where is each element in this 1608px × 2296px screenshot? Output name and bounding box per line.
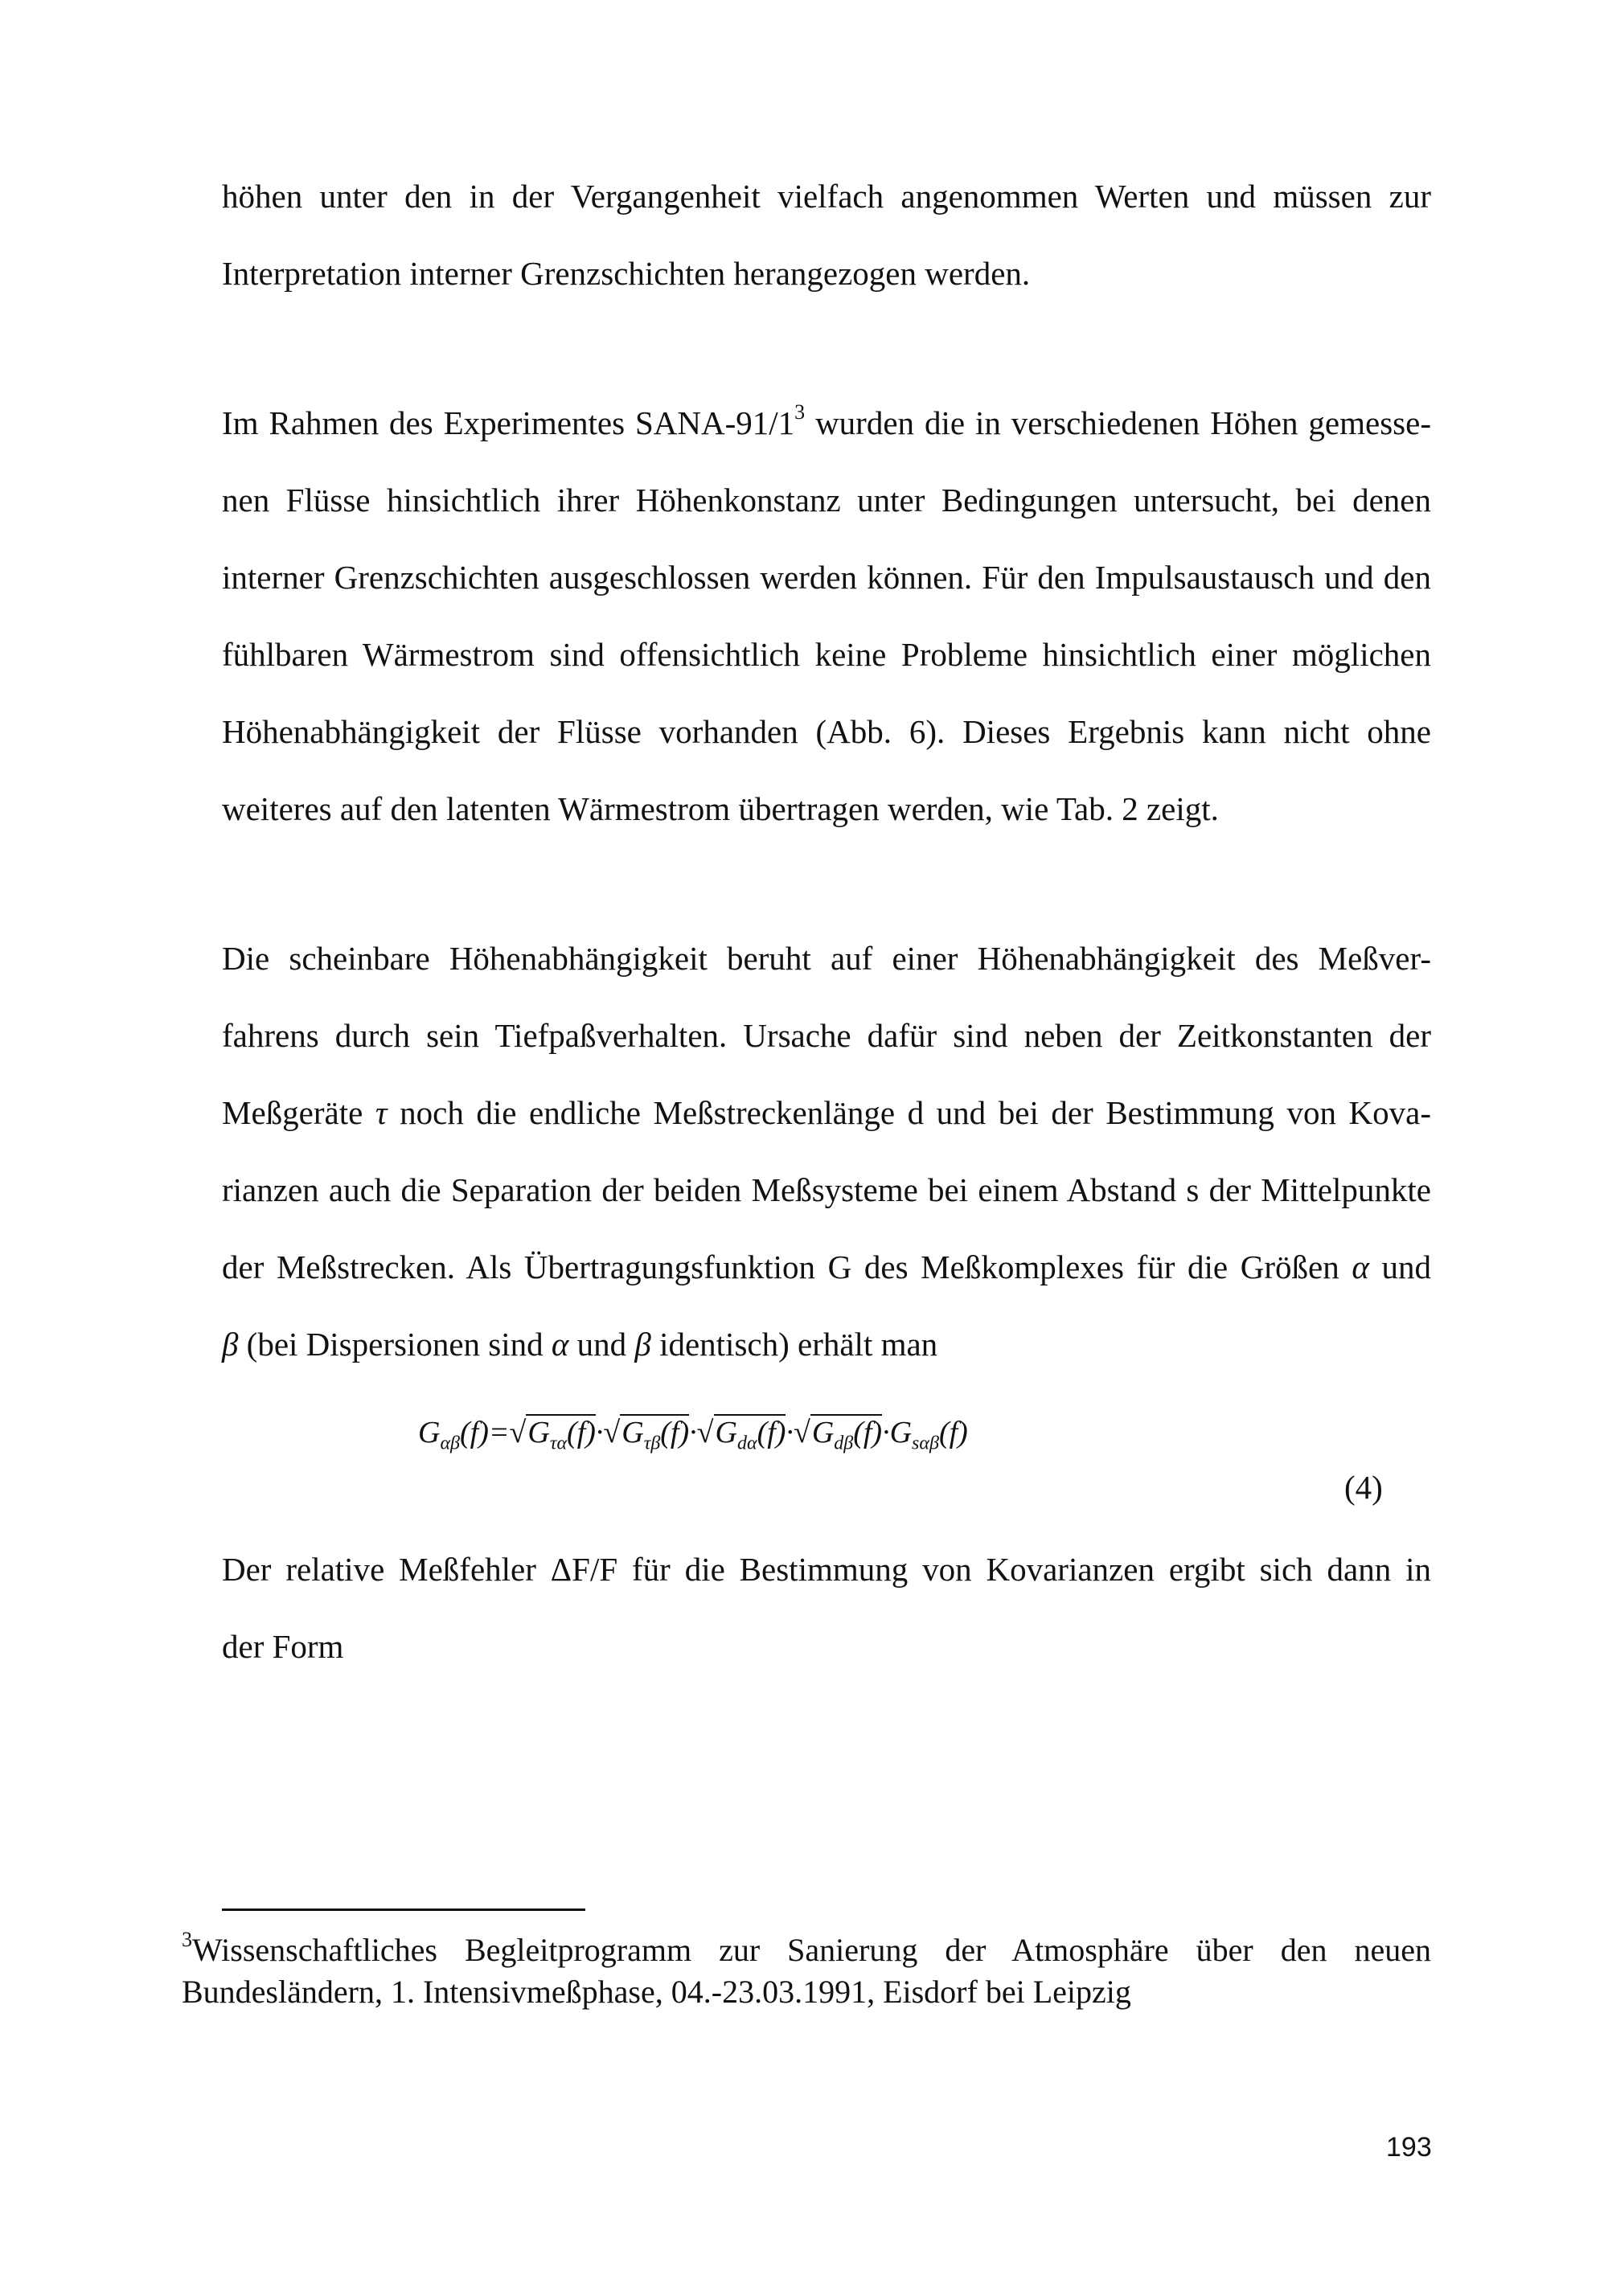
text-line: weiteres auf den latenten Wärmestrom übertragen werden, wie Tab. 2 zeigt. [222, 790, 1219, 827]
equation-4: $G_{\alpha\beta}(f)=√G_{\tau\alpha}(f)\cdot√G_{\tau\beta}(f)\cdot√G_{d\alpha}(f)\cdot√G_{d\beta}(f)\cdot G_{s\alpha\beta}(f)$ [418, 1416, 968, 1454]
paragraph-3 [222, 920, 1431, 1383]
footnote-line: Bundesländern, 1. Intensivmeßphase, 04.-23.03.1991, Eisdorf bei Leipzig [182, 1974, 1131, 2010]
text-line: nen Flüsse hinsichtlich ihrer Höhenkonstanz unter Bedingungen untersucht, bei denen [222, 482, 1431, 519]
footnote-divider [222, 1909, 585, 1911]
text-line: der Meßstrecken. Als Übertragungsfunktion G des Meßkomplexes für die Größen α und [222, 1248, 1432, 1285]
text-line: Interpretation interner Grenzschichten herangezogen werden. [222, 255, 1031, 292]
text-line: interner Grenzschichten ausgeschlossen werden können. Für den Impulsaustausch und den [222, 559, 1431, 596]
text-line: fahrens durch sein Tiefpaßverhalten. Ursache dafür sind neben der Zeitkonstanten der [222, 1017, 1431, 1054]
text-line: Der relative Meßfehler ΔF/F für die Bestimmung von Kovarianzen ergibt sich dann in [222, 1551, 1431, 1588]
text-line: β (bei Dispersionen sind α und β identisch) erhält man [222, 1326, 938, 1363]
text-line: Im Rahmen des Experimentes SANA-$91/1^3$ wurden die in verschiedenen Höhen gemesse- [222, 400, 1431, 441]
paragraph-2 [222, 384, 1431, 847]
paragraph-4 [222, 1531, 1431, 1685]
text-line: Meßgeräte τ noch die endliche Meßstreckenlänge d und bei der Bestimmung von Kova- [222, 1094, 1431, 1131]
footnote-reference[interactable]: 3 [794, 400, 806, 424]
footnote-line: $^3$Wissenschaftliches Begleitprogramm zur Sanierung der Atmosphäre über den neuen [182, 1927, 1431, 1968]
text-line: rianzen auch die Separation der beiden Meßsysteme bei einem Abstand s der Mittelpunkte [222, 1171, 1431, 1208]
footnote-marker: 3 [182, 1927, 192, 1951]
text-line: höhen unter den in der Vergangenheit vielfach angenommen Werten und müssen zur [222, 178, 1431, 215]
text-line: Höhenabhängigkeit der Flüsse vorhanden (Abb. 6). Dieses Ergebnis kann nicht ohne [222, 713, 1431, 750]
text-line: fühlbaren Wärmestrom sind offensichtlich keine Probleme hinsichtlich einer möglichen [222, 636, 1431, 673]
paragraph-1 [222, 158, 1431, 312]
page-number: 193 [1386, 2132, 1432, 2163]
text-line: der Form [222, 1628, 344, 1665]
equation-number: (4) [1344, 1469, 1383, 1506]
footnote [182, 1929, 1431, 2013]
text-line: Die scheinbare Höhenabhängigkeit beruht auf einer Höhenabhängigkeit des Meßver- [222, 940, 1431, 977]
